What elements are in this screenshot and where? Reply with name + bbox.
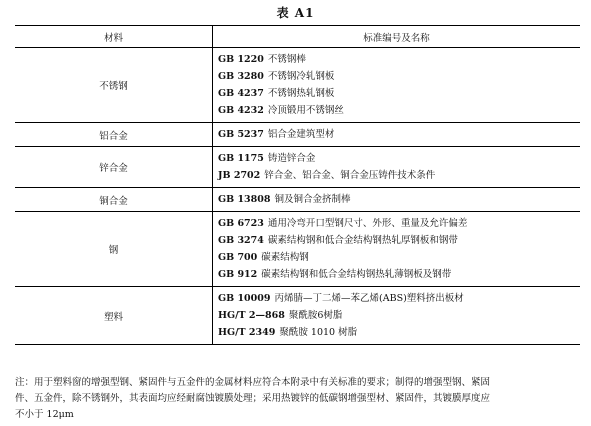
header-material: 材料	[15, 26, 213, 48]
standard-item	[218, 232, 580, 249]
material-cell: 铜合金	[15, 188, 213, 212]
note-line: 件、五金件，除不锈钢外，其表面均应经耐腐蚀镀膜处理；采用热镀锌的低碳钢增强型材、紧固件，其镀膜厚度应	[15, 393, 491, 404]
standards-cell	[213, 212, 581, 287]
table-row	[15, 123, 580, 147]
standard-item	[218, 68, 580, 85]
standard-code: GB 10009	[218, 293, 271, 304]
standard-name: 丙烯腈—丁二烯—苯乙烯(ABS)塑料挤出板材	[274, 293, 464, 304]
table-header-row	[15, 26, 580, 48]
standard-name: 铝合金建筑型材	[267, 129, 335, 140]
standard-item	[218, 85, 580, 102]
table-body	[15, 48, 580, 345]
table-row	[15, 212, 580, 287]
standard-name: 碳素结构钢	[261, 252, 309, 263]
material-cell: 不锈钢	[15, 48, 213, 123]
standard-item	[218, 126, 580, 143]
standard-code: GB 4237	[218, 88, 264, 99]
material-cell: 塑料	[15, 287, 213, 345]
standard-name: 铸造锌合金	[267, 153, 316, 164]
standards-cell	[213, 147, 581, 188]
standard-code: GB 1175	[218, 153, 264, 164]
standard-item	[218, 215, 580, 232]
standard-item	[218, 266, 580, 283]
standard-code: GB 13808	[218, 194, 271, 205]
standards-cell	[213, 287, 581, 345]
standard-name: 聚酰胺6树脂	[288, 310, 343, 321]
standard-item	[218, 102, 580, 119]
standards-cell	[213, 188, 581, 212]
table-row	[15, 48, 580, 123]
material-cell: 铝合金	[15, 123, 213, 147]
standard-name: 铜及铜合金挤制棒	[274, 194, 351, 205]
standard-code: GB 912	[218, 269, 258, 280]
standard-item	[218, 290, 580, 307]
standard-code: HG/T 2349	[218, 327, 276, 338]
standard-code: GB 1220	[218, 54, 264, 65]
standards-cell	[213, 48, 581, 123]
standard-item	[218, 51, 580, 68]
standard-code: GB 5237	[218, 129, 264, 140]
standard-name: 冷顶锻用不锈钢丝	[267, 105, 344, 116]
standard-item	[218, 150, 580, 167]
table-row	[15, 188, 580, 212]
standard-name: 碳素结构钢和低合金结构钢热轧薄钢板及钢带	[261, 269, 452, 280]
material-cell: 锌合金	[15, 147, 213, 188]
standard-name: 聚酰胺 1010 树脂	[279, 327, 358, 338]
header-standard: 标准编号及名称	[213, 26, 581, 48]
standard-code: GB 4232	[218, 105, 264, 116]
standard-item	[218, 307, 580, 324]
standard-item	[218, 191, 580, 208]
standard-name: 不锈钢棒	[267, 54, 306, 65]
standard-item	[218, 324, 580, 341]
standard-code: GB 700	[218, 252, 258, 263]
standard-code: GB 3280	[218, 71, 264, 82]
standard-code: HG/T 2—868	[218, 310, 285, 321]
standard-code: GB 6723	[218, 218, 264, 229]
standard-item	[218, 249, 580, 266]
standard-item	[218, 167, 580, 184]
standard-code: GB 3274	[218, 235, 264, 246]
note-line: 不小于 12μm	[15, 409, 74, 420]
standard-name: 不锈钢冷轧钢板	[267, 71, 335, 82]
table-row	[15, 147, 580, 188]
standards-cell	[213, 123, 581, 147]
table-title: 表 A1	[276, 6, 315, 20]
standards-table	[15, 25, 580, 345]
material-cell: 钢	[15, 212, 213, 287]
table-note	[15, 375, 580, 423]
standard-name: 通用冷弯开口型钢尺寸、外形、重量及允许偏差	[267, 218, 468, 229]
note-line: 注：用于塑料窗的增强型钢、紧固件与五金件的金属材料应符合本附录中有关标准的要求；制得的增强型钢、紧固	[15, 377, 491, 388]
table-row	[15, 287, 580, 345]
standard-name: 碳素结构钢和低合金结构钢热轧厚钢板和钢带	[267, 235, 458, 246]
standard-name: 锌合金、铝合金、铜合金压铸件技术条件	[264, 170, 436, 181]
standard-name: 不锈钢热轧钢板	[267, 88, 335, 99]
standard-code: JB 2702	[218, 170, 261, 181]
